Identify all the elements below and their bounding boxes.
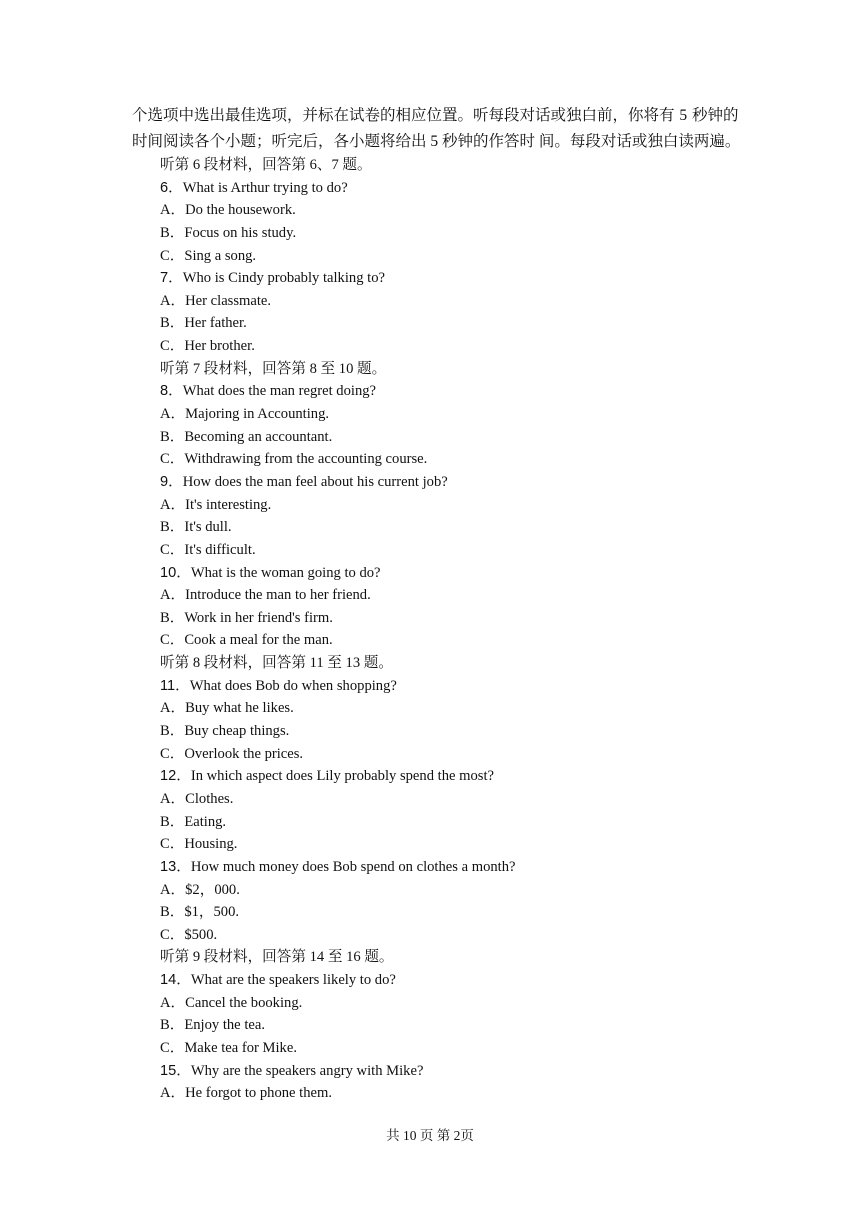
answer-option: B．Work in her friend's firm. <box>160 609 333 626</box>
answer-option: A．Majoring in Accounting. <box>160 406 330 423</box>
question-number: 13． <box>160 858 191 875</box>
question-number: 14． <box>160 972 191 989</box>
question <box>160 177 760 200</box>
question <box>160 675 760 698</box>
question <box>160 765 760 788</box>
instructions <box>132 103 741 155</box>
answer-option: A．He forgot to phone them. <box>160 1085 332 1102</box>
question <box>160 267 760 290</box>
question-text: What does Bob do when shopping? <box>189 677 397 694</box>
answer-option: A．Introduce the man to her friend. <box>160 587 371 604</box>
answer-option: C．It's difficult. <box>160 541 256 558</box>
answer-option: A．Buy what he likes. <box>160 700 294 717</box>
answer-option: A．Her classmate. <box>160 292 272 309</box>
question <box>160 969 760 992</box>
answer-option: C．Housing. <box>160 836 238 853</box>
answer-option: A．$2，000. <box>160 881 240 898</box>
question-text: How much money does Bob spend on clothes a month? <box>190 858 516 875</box>
section-header: 听第 7 段材料，回答第 8 至 10 题。 <box>160 360 387 377</box>
question-number: 10． <box>160 564 191 581</box>
answer-option: A．Do the housework. <box>160 202 296 219</box>
question-number: 7． <box>160 270 183 287</box>
question-text: What is the woman going to do? <box>190 564 381 581</box>
answer-option: B．$1，500. <box>160 904 240 921</box>
answer-option: C．$500. <box>160 926 218 943</box>
answer-option: C．Her brother. <box>160 338 255 355</box>
question-number: 12． <box>160 768 191 785</box>
section-header: 听第 6 段材料，回答第 6、7 题。 <box>160 157 372 173</box>
answer-option: C．Overlook the prices. <box>160 745 304 762</box>
answer-option: A．Cancel the booking. <box>160 994 303 1011</box>
question <box>160 856 760 879</box>
answer-option: C．Cook a meal for the man. <box>160 632 333 649</box>
question <box>160 1060 760 1083</box>
question <box>160 380 760 403</box>
question-text: Why are the speakers angry with Mike? <box>190 1062 424 1079</box>
answer-option: C．Make tea for Mike. <box>160 1039 297 1056</box>
answer-option: A．It's interesting. <box>160 496 272 513</box>
answer-option: B．Her father. <box>160 315 247 332</box>
section-header: 听第 9 段材料，回答第 14 至 16 题。 <box>160 949 394 966</box>
question-text: What does the man regret doing? <box>182 383 377 400</box>
question-number: 15． <box>160 1062 191 1079</box>
question-text: In which aspect does Lily probably spend the most? <box>190 768 494 785</box>
answer-option: B．Buy cheap things. <box>160 723 290 740</box>
question-number: 8． <box>160 383 183 400</box>
answer-option: B．Becoming an accountant. <box>160 428 333 445</box>
answer-option: B．Enjoy the tea. <box>160 1017 265 1034</box>
page-footer: 共 10 页 第 2页 <box>386 1128 474 1143</box>
answer-option: C．Withdrawing from the accounting course. <box>160 451 428 468</box>
question-number: 6． <box>160 179 183 196</box>
question-text: Who is Cindy probably talking to? <box>182 270 385 287</box>
answer-option: B．Focus on his study. <box>160 224 297 241</box>
instruction-line: 时间阅读各个小题；听完后，各小题将给出 5 秒钟的作答时 间。每段对话或独白读两遍。 <box>132 133 741 150</box>
question-number: 11． <box>160 677 190 694</box>
question-text: What are the speakers likely to do? <box>190 972 396 989</box>
answer-option: A．Clothes. <box>160 790 234 807</box>
question <box>160 471 760 494</box>
question-list <box>160 154 760 1105</box>
answer-option: B．It's dull. <box>160 519 232 536</box>
instruction-line: 个选项中选出最佳选项，并标在试卷的相应位置。听每段对话或独白前，你将有 5 秒钟的 <box>132 107 739 124</box>
question-text: How does the man feel about his current job? <box>182 473 448 490</box>
section-header: 听第 8 段材料，回答第 11 至 13 题。 <box>160 655 393 672</box>
answer-option: B．Eating. <box>160 813 227 830</box>
question-number: 9． <box>160 473 183 490</box>
question <box>160 562 760 585</box>
answer-option: C．Sing a song. <box>160 247 257 264</box>
question-text: What is Arthur trying to do? <box>182 179 348 196</box>
